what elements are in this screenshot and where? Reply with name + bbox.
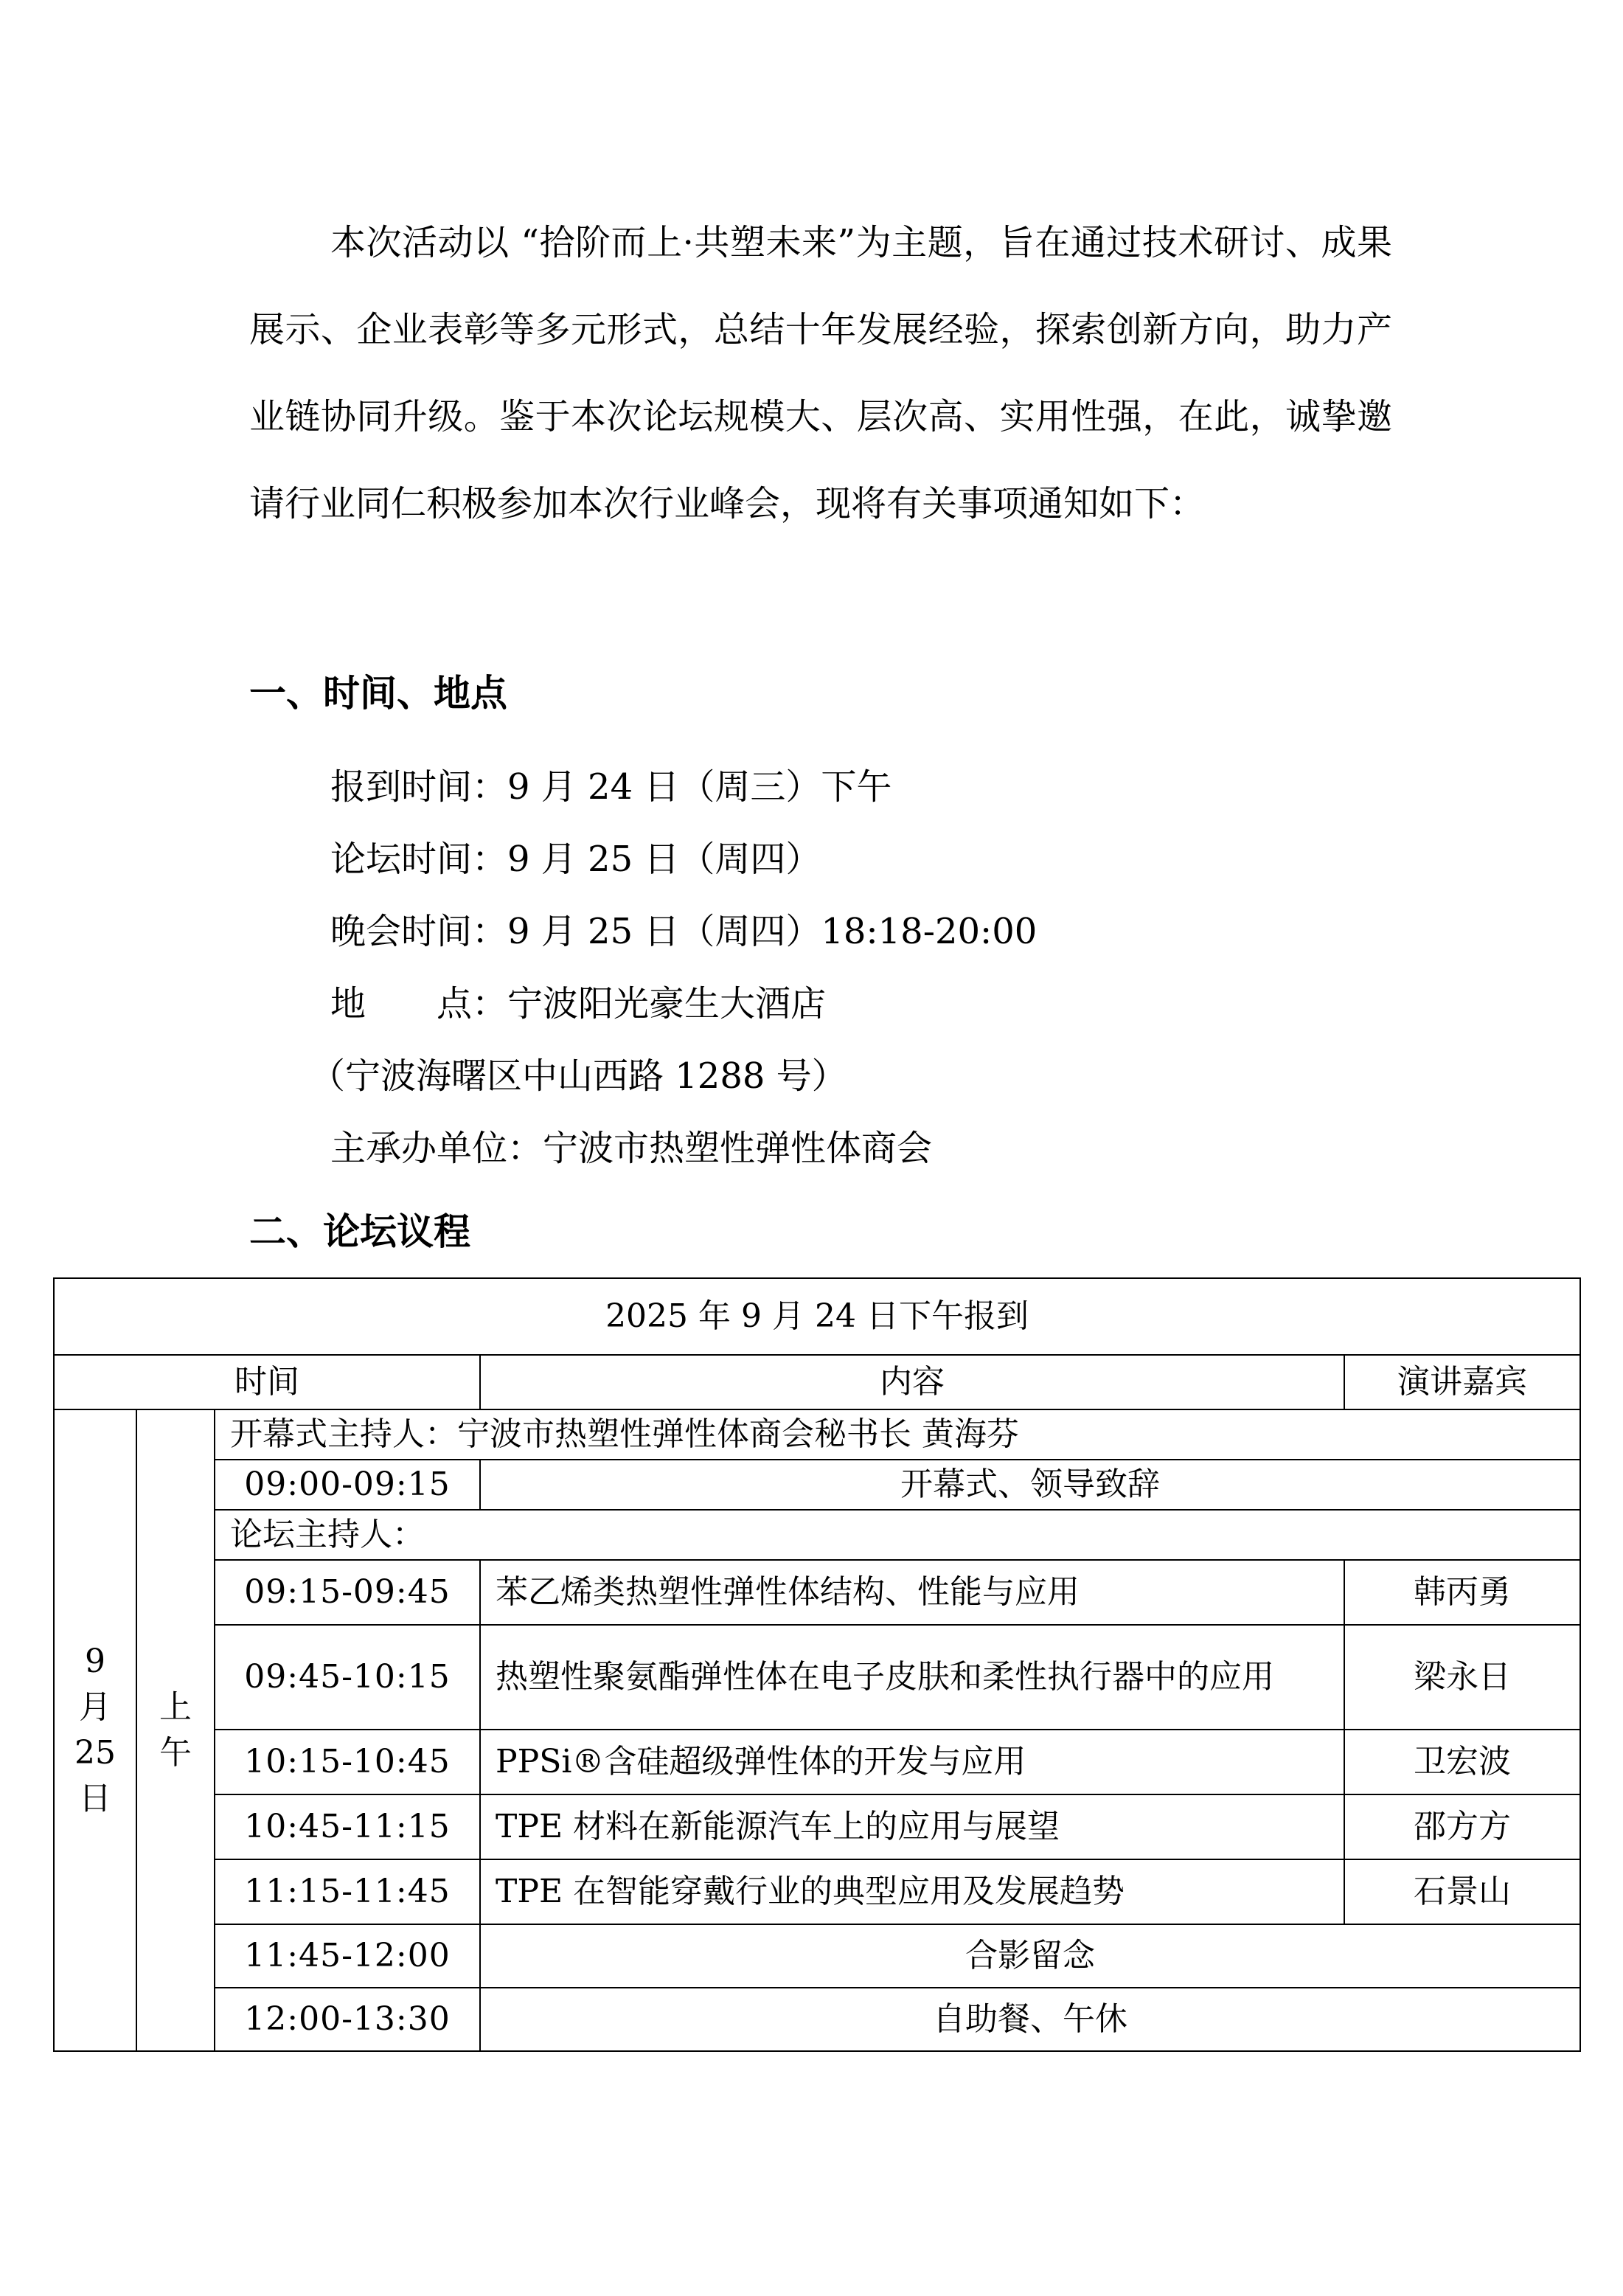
table-row [54,1560,1580,1625]
table-row [54,1988,1580,2051]
forum-host: 论坛主持人： [215,1510,1580,1560]
row-time: 11:15-11:45 [215,1859,480,1924]
agenda-banner-row [54,1278,1580,1355]
period-char: 上 [159,1688,192,1726]
row-content: 热塑性聚氨酯弹性体在电子皮肤和柔性执行器中的应用 [480,1625,1344,1730]
row-speaker: 卫宏波 [1344,1730,1580,1794]
header-time: 时间 [54,1355,480,1409]
checkin-time: 报到时间：9 月 24 日（周三）下午 [330,766,892,808]
row-content: TPE 材料在新能源汽车上的应用与展望 [480,1794,1344,1859]
row-content: 合影留念 [480,1924,1580,1988]
organizer: 主承办单位：宁波市热塑性弹性体商会 [330,1128,933,1169]
period-cell [136,1409,215,2051]
row-time: 09:45-10:15 [215,1625,480,1730]
table-row [54,1794,1580,1859]
section-heading-agenda: 二、论坛议程 [249,1210,470,1253]
event-info-list [310,751,1038,1185]
opening-host: 开幕式主持人：宁波市热塑性弹性体商会秘书长 黄海芬 [215,1409,1580,1460]
table-row [54,1625,1580,1730]
gala-time: 晚会时间：9 月 25 日（周四）18:18-20:00 [330,911,1038,952]
row-speaker: 梁永日 [1344,1625,1580,1730]
table-row [54,1730,1580,1794]
date-char: 25 [74,1734,116,1772]
agenda-banner: 2025 年 9 月 24 日下午报到 [54,1278,1580,1355]
row-content: 开幕式、领导致辞 [480,1460,1580,1510]
forum-host-row [54,1510,1580,1560]
date-cell [54,1409,136,2051]
intro-section [249,199,1392,547]
table-row [54,1460,1580,1510]
row-speaker: 邵方方 [1344,1794,1580,1859]
row-content: PPSi®含硅超级弹性体的开发与应用 [480,1730,1344,1794]
row-content: TPE 在智能穿戴行业的典型应用及发展趋势 [480,1859,1344,1924]
agenda-header-row [54,1355,1580,1409]
row-content: 自助餐、午休 [480,1988,1580,2051]
opening-host-row [54,1409,1580,1460]
row-time: 12:00-13:30 [215,1988,480,2051]
header-content: 内容 [480,1355,1344,1409]
venue: 地 点：宁波阳光豪生大酒店 [330,983,827,1024]
table-row [54,1859,1580,1924]
date-char: 月 [79,1688,111,1726]
row-time: 10:45-11:15 [215,1794,480,1859]
row-time: 09:00-09:15 [215,1460,480,1510]
date-char: 9 [85,1643,105,1680]
section-heading-time-place: 一、时间、地点 [249,672,507,715]
table-row [54,1924,1580,1988]
intro-paragraph: 本次活动以 “拾阶而上·共塑未来”为主题，旨在通过技术研讨、成果展示、企业表彰等多元形式，总结十年发展经验，探索创新方向，助力产业链协同升级。鉴于本次论坛规模大、层次高、实用性强，在此，诚挚邀请行业同仁积极参加本次行业峰会，现将有关事项通知如下： [249,222,1392,524]
date-char: 日 [79,1780,111,1817]
forum-time: 论坛时间：9 月 25 日（周四） [330,839,821,880]
row-speaker: 石景山 [1344,1859,1580,1924]
row-time: 11:45-12:00 [215,1924,480,1988]
row-speaker: 韩丙勇 [1344,1560,1580,1625]
row-time: 09:15-09:45 [215,1560,480,1625]
row-time: 10:15-10:45 [215,1730,480,1794]
venue-address: （宁波海曙区中山西路 1288 号） [310,1055,847,1097]
period-char: 午 [159,1734,192,1772]
header-speaker: 演讲嘉宾 [1344,1355,1580,1409]
agenda-table [53,1277,1581,2052]
row-content: 苯乙烯类热塑性弹性体结构、性能与应用 [480,1560,1344,1625]
